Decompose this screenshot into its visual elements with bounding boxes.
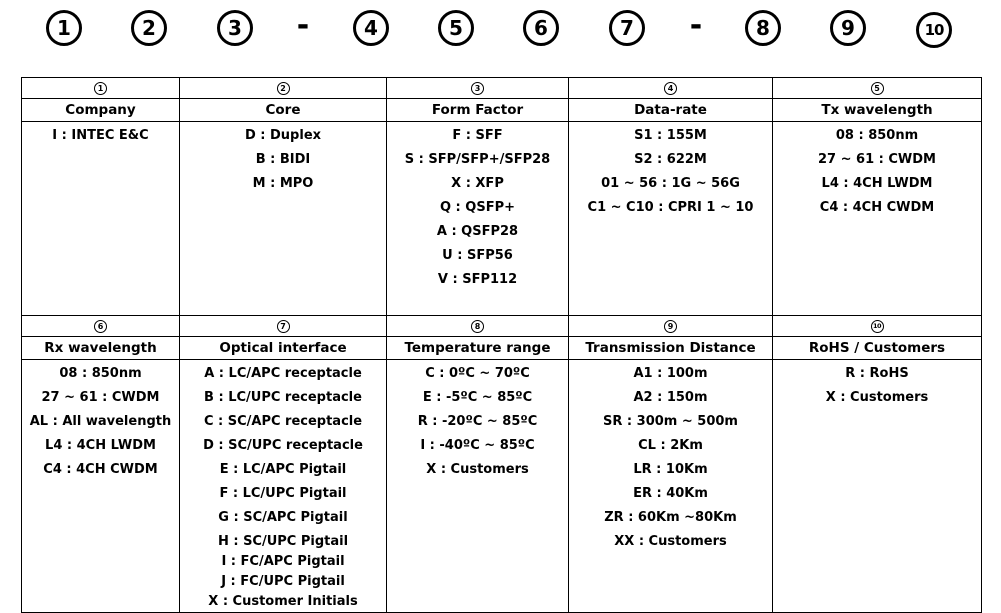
table-row bbox=[22, 337, 982, 360]
list-item: D : SC/UPC receptacle bbox=[203, 438, 363, 453]
list-item: CL : 2Km bbox=[638, 438, 703, 453]
table-row bbox=[22, 99, 982, 122]
list-item: C : SC/APC receptacle bbox=[203, 414, 363, 429]
position-10: 10 bbox=[914, 6, 954, 46]
list-item: I : FC/APC Pigtail bbox=[221, 554, 345, 569]
list-item: 08 : 850nm bbox=[835, 128, 919, 143]
list-item: A : QSFP28 bbox=[436, 224, 519, 239]
table-row bbox=[22, 122, 982, 316]
list-item: 08 : 850nm bbox=[59, 366, 142, 381]
position-5: 5 bbox=[436, 6, 476, 46]
list-item: M : MPO bbox=[252, 176, 314, 191]
list-item: A1 : 100m bbox=[633, 366, 708, 381]
company-options bbox=[22, 122, 180, 316]
list-item: G : SC/APC Pigtail bbox=[218, 510, 348, 525]
list-item: C4 : 4CH CWDM bbox=[819, 200, 935, 215]
position-9: 9 bbox=[828, 6, 868, 46]
list-item: L4 : 4CH LWDM bbox=[45, 438, 156, 453]
list-item: E : LC/APC Pigtail bbox=[219, 462, 347, 477]
list-item: X : Customer Initials bbox=[208, 594, 358, 609]
core-options bbox=[180, 122, 387, 316]
list-item: 27 ~ 61 : CWDM bbox=[41, 390, 160, 405]
field-number-cell: 1 bbox=[22, 78, 180, 99]
list-item: E : -5ºC ~ 85ºC bbox=[422, 390, 533, 405]
list-item: V : SFP112 bbox=[437, 272, 518, 287]
rohs-customers-options bbox=[773, 360, 982, 613]
list-item: X : XFP bbox=[451, 176, 504, 191]
list-item: B : LC/UPC receptacle bbox=[204, 390, 362, 405]
list-item: R : -20ºC ~ 85ºC bbox=[417, 414, 538, 429]
list-item: AL : All wavelength bbox=[29, 414, 172, 429]
list-item: XX : Customers bbox=[614, 534, 727, 549]
field-header: Form Factor bbox=[387, 99, 569, 122]
list-item: F : SFF bbox=[452, 128, 503, 143]
field-number-cell: 6 bbox=[22, 316, 180, 337]
position-4: 4 bbox=[351, 6, 391, 46]
field-header: Temperature range bbox=[387, 337, 569, 360]
list-item: LR : 10Km bbox=[633, 462, 708, 477]
list-item: Q : QSFP+ bbox=[439, 200, 516, 215]
list-item: D : Duplex bbox=[244, 128, 322, 143]
field-header: RoHS / Customers bbox=[773, 337, 982, 360]
position-separator: - bbox=[296, 8, 310, 43]
list-item: C4 : 4CH CWDM bbox=[43, 462, 158, 477]
list-item: ER : 40Km bbox=[633, 486, 708, 501]
list-item: S2 : 622M bbox=[634, 152, 707, 167]
list-item: L4 : 4CH LWDM bbox=[821, 176, 933, 191]
form-factor-options bbox=[387, 122, 569, 316]
list-item: S : SFP/SFP+/SFP28 bbox=[404, 152, 551, 167]
field-header: Data-rate bbox=[569, 99, 773, 122]
list-item: 27 ~ 61 : CWDM bbox=[818, 152, 936, 167]
list-item: SR : 300m ~ 500m bbox=[603, 414, 738, 429]
list-item: S1 : 155M bbox=[634, 128, 707, 143]
list-item: H : SC/UPC Pigtail bbox=[217, 534, 349, 549]
list-item: F : LC/UPC Pigtail bbox=[219, 486, 347, 501]
list-item: C1 ~ C10 : CPRI 1 ~ 10 bbox=[587, 200, 754, 215]
position-3: 3 bbox=[215, 6, 255, 46]
field-header: Tx wavelength bbox=[773, 99, 982, 122]
table-row bbox=[22, 316, 982, 337]
position-8: 8 bbox=[743, 6, 783, 46]
field-number-cell: 4 bbox=[569, 78, 773, 99]
table-row bbox=[22, 78, 982, 99]
field-number-cell: 2 bbox=[180, 78, 387, 99]
table-row bbox=[22, 360, 982, 613]
field-header: Optical interface bbox=[180, 337, 387, 360]
transmission-distance-options bbox=[569, 360, 773, 613]
position-1: 1 bbox=[44, 6, 84, 46]
list-item: X : Customers bbox=[825, 390, 929, 405]
position-2: 2 bbox=[129, 6, 169, 46]
list-item: I : -40ºC ~ 85ºC bbox=[420, 438, 535, 453]
list-item: I : INTEC E&C bbox=[52, 128, 149, 143]
position-7: 7 bbox=[607, 6, 647, 46]
rx-wavelength-options bbox=[22, 360, 180, 613]
list-item: U : SFP56 bbox=[442, 248, 513, 263]
list-item: J : FC/UPC Pigtail bbox=[221, 574, 345, 589]
optical-interface-options bbox=[180, 360, 387, 613]
field-number-cell: 3 bbox=[387, 78, 569, 99]
position-6: 6 bbox=[521, 6, 561, 46]
field-header: Rx wavelength bbox=[22, 337, 180, 360]
list-item: B : BIDI bbox=[255, 152, 311, 167]
list-item: C : 0ºC ~ 70ºC bbox=[425, 366, 530, 381]
tx-wavelength-options bbox=[773, 122, 982, 316]
list-item: 01 ~ 56 : 1G ~ 56G bbox=[601, 176, 740, 191]
field-number-cell: 5 bbox=[773, 78, 982, 99]
field-header: Company bbox=[22, 99, 180, 122]
field-number-cell: 7 bbox=[180, 316, 387, 337]
list-item: ZR : 60Km ~80Km bbox=[604, 510, 737, 525]
list-item: A : LC/APC receptacle bbox=[204, 366, 362, 381]
list-item: A2 : 150m bbox=[633, 390, 708, 405]
field-header: Transmission Distance bbox=[569, 337, 773, 360]
field-header: Core bbox=[180, 99, 387, 122]
list-item: X : Customers bbox=[426, 462, 529, 477]
list-item: R : RoHS bbox=[845, 366, 909, 381]
data-rate-options bbox=[569, 122, 773, 316]
position-separator: - bbox=[689, 8, 703, 43]
field-number-cell: 9 bbox=[569, 316, 773, 337]
temperature-range-options bbox=[387, 360, 569, 613]
field-number-cell: 10 bbox=[773, 316, 982, 337]
field-number-cell: 8 bbox=[387, 316, 569, 337]
part-number-table bbox=[21, 77, 982, 613]
